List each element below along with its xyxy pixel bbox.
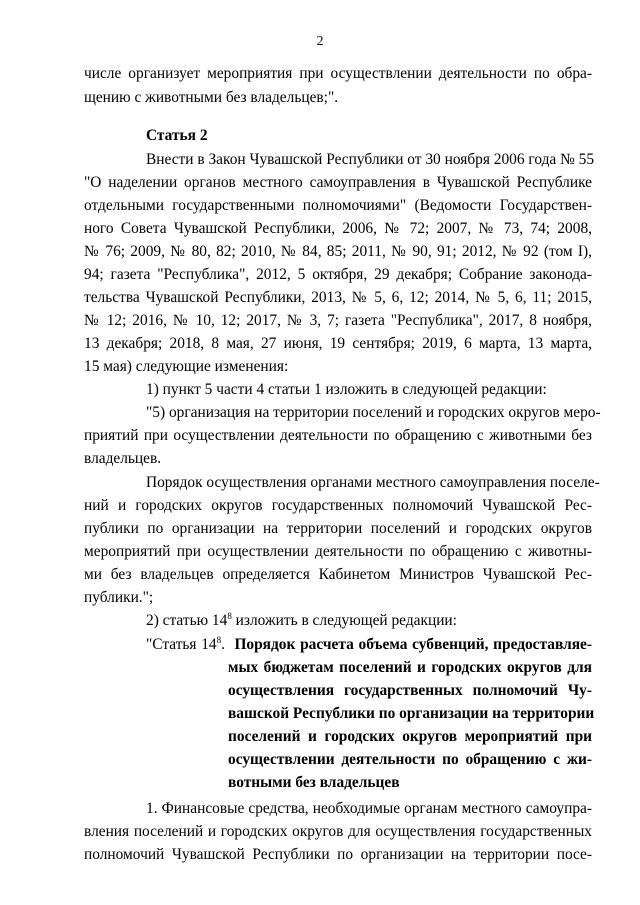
text-line: вления поселений и городских округов для осуществления государственных <box>84 823 592 840</box>
new-article-lead: "Статья 14 <box>146 636 217 653</box>
page-number: 2 <box>316 34 324 49</box>
text-line: Внести в Закон Чувашской Республики от 30 ноября 2006 года № 55 <box>146 151 595 168</box>
new-article-title-line: осуществления государственных полномочий Чу- <box>228 682 592 699</box>
new-article-title-line: мых бюджетам поселений и городских округов для <box>228 659 592 676</box>
text-line: мероприятий при осуществлении деятельности по обращению с животны- <box>84 543 592 560</box>
text-line: ми без владельцев определяется Кабинетом Министров Чувашской Рес- <box>84 566 592 583</box>
superscript: 8 <box>227 611 232 621</box>
text-line: публики по организации на территории поселений и городских округов <box>84 520 592 537</box>
text-line: № 12; 2016, № 10, 12; 2017, № 3, 7; газета "Республика", 2017, 8 ноября, <box>84 312 592 329</box>
text-line: 15 мая) следующие изменения: <box>84 358 289 375</box>
text-line: "5) организация на территории поселений и городских округов меро- <box>146 404 601 421</box>
text-line: 94; газета "Республика", 2012, 5 октября, 29 декабря; Собрание законода- <box>84 266 592 283</box>
text-line: числе организует мероприятия при осуществлении деятельности по обра- <box>84 65 592 82</box>
new-article-heading <box>146 633 592 656</box>
text-line: ного Совета Чувашской Республики, 2006, № 72; 2007, № 73, 74; 2008, <box>84 220 592 237</box>
item-2-intro <box>146 609 592 632</box>
new-article-title-line: вотными без владельцев <box>228 774 400 791</box>
text-line: приятий при осуществлении деятельности по обращению с животными без <box>84 427 592 444</box>
item-2-intro-text: 2) статью 14 <box>146 612 228 629</box>
text-line: 13 декабря; 2018, 8 мая, 27 июня, 19 сентября; 2019, 6 марта, 13 марта, <box>84 335 592 352</box>
new-article-title-line: вашской Республики по организации на территории <box>228 705 595 722</box>
text-line: публики."; <box>84 589 154 606</box>
text-line: ний и городских округов государственных полномочий Чувашской Рес- <box>84 497 592 514</box>
item-2-intro-rest: изложить в следующей редакции: <box>231 612 457 629</box>
text-line: отдельными государственными полномочиями" (Ведомости Государствен- <box>84 197 592 214</box>
text-line: тельства Чувашской Республики, 2013, № 5, 6, 12; 2014, № 5, 6, 11; 2015, <box>84 289 592 306</box>
text-line: щению с животными без владельцев;". <box>84 89 339 106</box>
item-1-intro: 1) пункт 5 части 4 статьи 1 изложить в следующей редакции: <box>146 381 547 398</box>
text-line: "О наделении органов местного самоуправления в Чувашской Республике <box>84 174 592 191</box>
new-article-title-first: Порядок расчета объема субвенций, предоставляе- <box>234 636 592 653</box>
text-line: № 76; 2009, № 80, 82; 2010, № 84, 85; 2011, № 90, 91; 2012, № 92 (том I), <box>84 243 592 260</box>
text-line: Порядок осуществления органами местного самоуправления поселе- <box>146 474 600 491</box>
superscript: 8 <box>216 635 222 645</box>
text-line: владельцев. <box>84 450 162 467</box>
new-article-title-line: осуществлении деятельности по обращению с жи- <box>228 751 592 768</box>
new-article-title-line: поселений и городских округов мероприятий при <box>228 728 592 745</box>
text-line: полномочий Чувашской Республики по организации на территории посе- <box>84 846 592 863</box>
text-line: 1. Финансовые средства, необходимые органам местного самоупра- <box>146 800 592 817</box>
article-heading: Статья 2 <box>146 127 208 144</box>
new-article-lead-end: . <box>221 636 225 653</box>
